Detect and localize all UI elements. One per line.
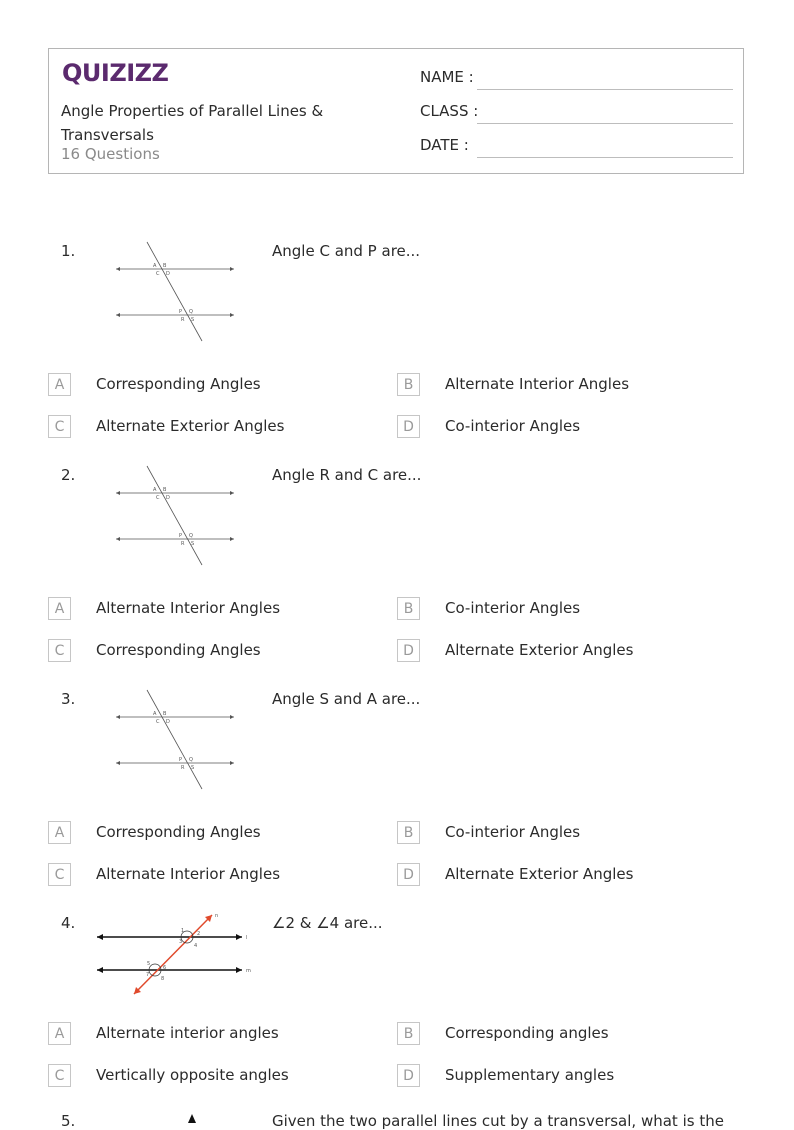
option-text[interactable]: Corresponding Angles — [96, 641, 261, 659]
fig-label: Q — [189, 757, 193, 763]
fig-label: l — [246, 935, 248, 941]
fig-label: P — [179, 533, 183, 539]
parallel-lines-figure — [110, 686, 240, 794]
option-letter-box[interactable]: A — [48, 821, 71, 844]
fig-label: D — [166, 271, 170, 277]
fig-label: B — [163, 263, 167, 269]
name-field[interactable] — [477, 89, 733, 90]
option-text[interactable]: Vertically opposite angles — [96, 1066, 289, 1084]
option-text[interactable]: Co-interior Angles — [445, 823, 581, 841]
fig-label: R — [181, 541, 185, 547]
parallel-lines-figure — [110, 238, 240, 346]
fig-label: n — [215, 913, 219, 919]
fig-label: S — [191, 317, 195, 323]
option-letter-box[interactable]: A — [48, 373, 71, 396]
fig-label: 2 — [197, 931, 201, 937]
fig-label: P — [179, 757, 183, 763]
option-letter-box[interactable]: B — [397, 597, 420, 620]
question-text: Angle S and A are... — [272, 690, 421, 708]
option-text[interactable]: Alternate Interior Angles — [96, 599, 281, 617]
class-field[interactable] — [477, 123, 733, 124]
fig-label: Q — [189, 533, 193, 539]
option-text[interactable]: Co-interior Angles — [445, 417, 581, 435]
question-number: 2. — [61, 466, 76, 484]
option-text[interactable]: Co-interior Angles — [445, 599, 581, 617]
question-text: Given the two parallel lines cut by a transversal, what is the — [272, 1112, 724, 1130]
fig-label: B — [163, 487, 167, 493]
fig-label: m — [246, 968, 251, 974]
option-letter-box[interactable]: D — [397, 863, 420, 886]
option-text[interactable]: Corresponding Angles — [96, 375, 261, 393]
name-label: NAME : — [420, 68, 474, 86]
date-field[interactable] — [477, 157, 733, 158]
date-label: DATE : — [420, 136, 469, 154]
option-letter-box[interactable]: C — [48, 1064, 71, 1087]
question-number: 1. — [61, 242, 76, 260]
fig-label: A — [153, 711, 157, 717]
fig-label: Q — [189, 309, 193, 315]
question-number: 5. — [61, 1112, 76, 1130]
fig-label: 1 — [181, 928, 185, 934]
question-number: 3. — [61, 690, 76, 708]
parallel-lines-figure — [110, 462, 240, 570]
question-number: 4. — [61, 914, 76, 932]
option-text[interactable]: Corresponding Angles — [96, 823, 261, 841]
fig-label: S — [191, 765, 195, 771]
worksheet-title: Angle Properties of Parallel Lines & Transversals — [61, 102, 324, 144]
fig-label: 3 — [179, 939, 183, 945]
option-text[interactable]: Alternate Interior Angles — [445, 375, 630, 393]
option-letter-box[interactable]: B — [397, 821, 420, 844]
option-letter-box[interactable]: C — [48, 415, 71, 438]
class-label: CLASS : — [420, 102, 479, 120]
question-text: Angle C and P are... — [272, 242, 421, 260]
transversal-figure — [94, 910, 258, 1000]
option-text[interactable]: Corresponding angles — [445, 1024, 609, 1042]
fig-label: 4 — [194, 943, 198, 949]
fig-label: A — [153, 263, 157, 269]
fig-label: 6 — [163, 965, 167, 971]
fig-label: R — [181, 317, 185, 323]
fig-label: C — [156, 719, 160, 725]
question-5-figure — [180, 1114, 204, 1123]
question-text: Angle R and C are... — [272, 466, 422, 484]
fig-label: S — [191, 541, 195, 547]
fig-label: 8 — [161, 976, 165, 982]
question-count: 16 Questions — [61, 145, 160, 163]
option-letter-box[interactable]: D — [397, 1064, 420, 1087]
option-text[interactable]: Alternate interior angles — [96, 1024, 279, 1042]
fig-label: B — [163, 711, 167, 717]
option-text[interactable]: Alternate Exterior Angles — [445, 865, 634, 883]
option-letter-box[interactable]: D — [397, 639, 420, 662]
fig-label: P — [179, 309, 183, 315]
option-letter-box[interactable]: D — [397, 415, 420, 438]
option-text[interactable]: Alternate Interior Angles — [96, 865, 281, 883]
fig-label: A — [153, 487, 157, 493]
fig-label: D — [166, 719, 170, 725]
quizizz-logo: QUIZIZZ — [62, 59, 169, 87]
fig-label: R — [181, 765, 185, 771]
option-letter-box[interactable]: A — [48, 1022, 71, 1045]
fig-label: 5 — [147, 961, 151, 967]
option-text[interactable]: Supplementary angles — [445, 1066, 615, 1084]
worksheet-header — [48, 48, 744, 174]
option-letter-box[interactable]: A — [48, 597, 71, 620]
option-text[interactable]: Alternate Exterior Angles — [445, 641, 634, 659]
fig-label: C — [156, 271, 160, 277]
option-text[interactable]: Alternate Exterior Angles — [96, 417, 285, 435]
fig-label: 7 — [146, 972, 150, 978]
fig-label: D — [166, 495, 170, 501]
question-text: ∠2 & ∠4 are... — [272, 914, 383, 932]
option-letter-box[interactable]: B — [397, 1022, 420, 1045]
option-letter-box[interactable]: C — [48, 639, 71, 662]
option-letter-box[interactable]: C — [48, 863, 71, 886]
fig-label: C — [156, 495, 160, 501]
option-letter-box[interactable]: B — [397, 373, 420, 396]
